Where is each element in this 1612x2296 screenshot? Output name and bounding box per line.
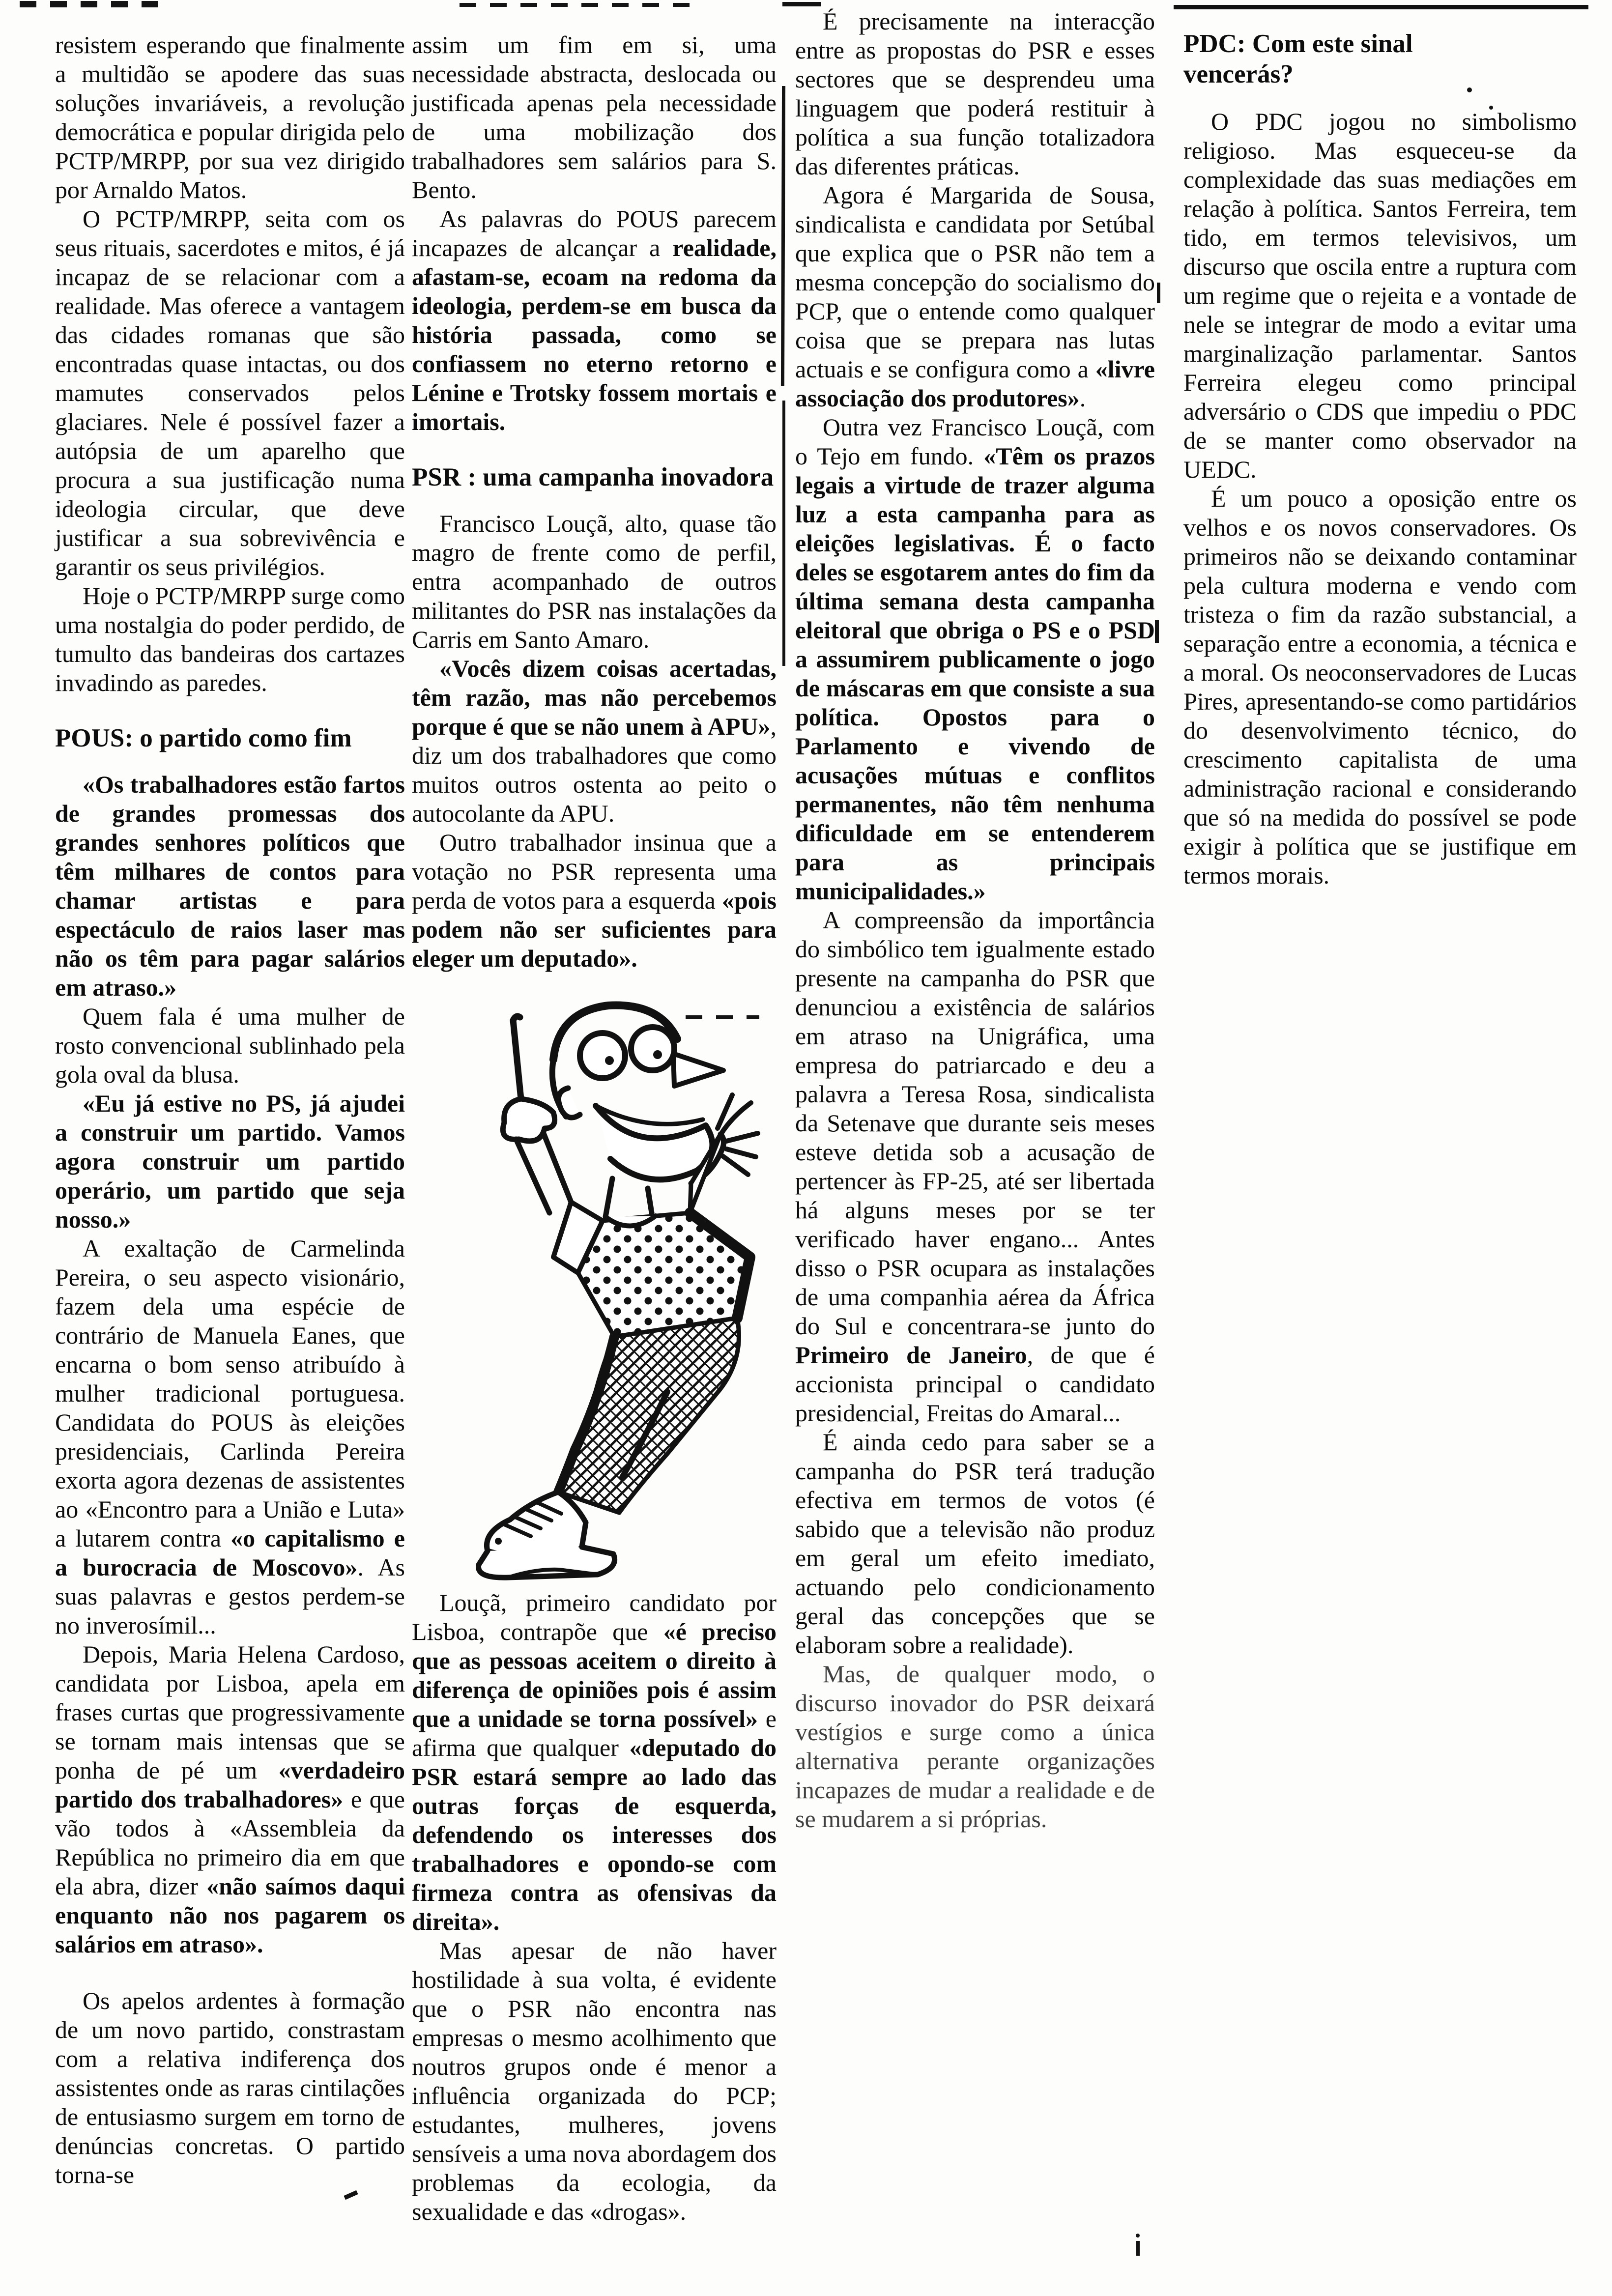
paragraph: «Vocês dizem coisas acertadas, têm razão, mas não percebemos porque é que se não unem à APU», diz um dos trabalhadores que como muitos outros ostenta ao peito o autocolante da APU. bbox=[412, 655, 777, 827]
paragraph: Mas, de qualquer modo, o discurso inovador do PSR deixará vestígios e surge como a única alternativa perante organizações incapazes de mudar a realidade e de se mudarem a si próprias. bbox=[795, 1660, 1155, 1833]
scan-artifact-bottom-right bbox=[1136, 2241, 1140, 2256]
section-heading-psr: PSR : uma campanha inovadora bbox=[412, 463, 774, 491]
paragraph: Hoje o PCTP/MRPP surge como uma nostalgia do poder perdido, de tumulto das bandeiras dos cartazes invadindo as paredes. bbox=[55, 582, 405, 696]
paragraph: Agora é Margarida de Sousa, sindicalista e candidata por Setúbal que explica que o PSR não tem a mesma concepção do socialismo do PCP, que o entende como qualquer coisa que se prepara nas lutas actuais e se configura como a «livre associação dos produtores». bbox=[795, 181, 1155, 412]
paragraph: resistem esperando que finalmente a multidão se apodere das suas soluções invariáveis, a revolução democrática e popular dirigida pelo PCTP/MRPP, por sua vez dirigido por Arnaldo Matos. bbox=[55, 31, 405, 203]
paragraph: Louçã, primeiro candidato por Lisboa, contrapõe que «é preciso que as pessoas aceitem o direito à diferença de opiniões pois é assim que a unidade se torna possível» e afirma que qualquer «deputado do PSR estará sempre ao lado das outras forças de esquerda, defendendo os interesses dos trabalhadores e opondo-se com firmeza contra as ofensivas da direita». bbox=[412, 1589, 777, 1935]
paragraph: O PDC jogou no simbolismo religioso. Mas esqueceu-se da complexidade das suas mediações em relação à política. Santos Ferreira, tem tido, em termos televisivos, um discurso que oscila entre a ruptura com um regime que o rejeita e a vontade de nele se integrar de modo a evitar uma marginalização parlamentar. Santos Ferreira elegeu como principal adversário o CDS que impediu o PDC de se manter como observador na UEDC. bbox=[1183, 108, 1577, 483]
column-1 bbox=[55, 30, 405, 2189]
scan-artifact-top-left bbox=[20, 1, 167, 7]
column-2 bbox=[412, 30, 777, 2226]
section-heading-pdc: PDC: Com este sinal vencerás? bbox=[1183, 29, 1413, 88]
paragraph: A exaltação de Carmelinda Pereira, o seu aspecto visionário, fazem dela uma espécie de contrário de Manuela Eanes, que encarna o bom senso atribuído à mulher tradicional portuguesa. Candidata do POUS às eleições presidenciais, Carlinda Pereira exorta agora dezenas de assistentes ao «Encontro para a União e Luta» a lutarem contra «o capitalismo e a burocracia de Moscovo». As suas palavras e gestos perdem-se no inverosímil... bbox=[55, 1234, 405, 1639]
scan-artifact-gutter-line bbox=[781, 86, 785, 386]
paragraph: O PCTP/MRPP, seita com os seus rituais, sacerdotes e mitos, é já incapaz de se relacionar com a realidade. Mas oferece a vantagem das cidades romanas que são encontradas quase intactas, ou dos mamutes conservados pelos glaciares. Nele é possível fazer a autópsia de um aparelho que procura a sua justificação numa ideologia circular, que deve justificar a sua sobrevivência e garantir os seus privilégios. bbox=[55, 205, 405, 580]
column-4 bbox=[1183, 29, 1577, 890]
scan-artifact-tick-2 bbox=[1155, 620, 1159, 643]
scan-artifact-col4-rule bbox=[1174, 5, 1588, 9]
paragraph: Outra vez Francisco Louçã, com o Tejo em fundo. «Têm os prazos legais a virtude de trazer alguma luz a esta campanha para as eleições legislativas. É o facto deles se esgotarem antes do fim da última semana desta campanha eleitoral que obriga o PS e o PSD a assumirem publicamente o jogo de máscaras em que consiste a sua política. Opostos para o Parlamento e vivendo de acusações mútuas e conflitos permanentes, não têm nenhuma dificuldade em se entenderem para as principais municipalidades.» bbox=[795, 413, 1155, 905]
paragraph: Depois, Maria Helena Cardoso, candidata por Lisboa, apela em frases curtas que progressivamente se tornam mais intensas que se ponha de pé um «verdadeiro partido dos trabalhadores» e que vão todos à «Assembleia da República no primeiro dia em que ela abra, dizer «não saímos daqui enquanto não nos pagarem os salários em atraso». bbox=[55, 1640, 405, 1958]
paragraph: É ainda cedo para saber se a campanha do PSR terá tradução efectiva em termos de votos (é sabido que a televisão não produz em geral um efeito imediato, actuando pelo condicionamento geral das concepções que se elaboram sobre a realidade). bbox=[795, 1428, 1155, 1659]
scan-artifact-top-col3 bbox=[782, 2, 821, 6]
paragraph: É precisamente na interacção entre as propostas do PSR e esses sectores que se desprendeu uma linguagem que poderá restituir à política a sua função totalizadora das diferentes práticas. bbox=[795, 7, 1155, 180]
scan-artifact-tick-1 bbox=[1157, 283, 1160, 303]
paragraph: Os apelos ardentes à formação de um novo partido, constrastam com a relativa indiferença dos assistentes onde as raras cintilações de entusiasmo surgem em torno de denúncias concretas. O partido torna-se bbox=[55, 1987, 405, 2188]
paragraph: As palavras do POUS parecem incapazes de alcançar a realidade, afastam-se, ecoam na redoma da ideologia, perdem-se em busca da história passada, como se confiassem no eterno retorno e Lénine e Trotsky fossem mortais e imortais. bbox=[412, 205, 777, 435]
paragraph: Outro trabalhador insinua que a votação no PSR representa uma perda de votos para a esquerda «pois podem não ser suficientes para eleger um deputado». bbox=[412, 829, 777, 972]
paragraph: «Eu já estive no PS, já ajudei a construir um partido. Vamos agora construir um partido operário, um partido que seja nosso.» bbox=[55, 1090, 405, 1233]
paragraph: assim um fim em si, uma necessidade abstracta, deslocada ou justificada apenas pela necessidade de uma mobilização dos trabalhadores sem salários para S. Bento. bbox=[412, 31, 777, 203]
paragraph: A compreensão da importância do simbólico tem igualmente estado presente na campanha do PSR que denunciou a existência de salários em atraso na Unigráfica, uma empresa do patriarcado e deu a palavra a Teresa Rosa, sindicalista da Setenave que durante seis meses esteve detida sob a acusação de pertencer às FP-25, até ser libertada há alguns meses por se ter verificado haver engano... Antes disso o PSR ocupara as instalações de uma companhia aérea da África do Sul e concentrara-se junto do Primeiro de Janeiro, de que é accionista principal o candidato presidencial, Freitas do Amaral... bbox=[795, 906, 1155, 1427]
paragraph: Mas apesar de não haver hostilidade à sua volta, é evidente que o PSR não encontra nas empresas o mesmo acolhimento que noutros grupos onde é menor a influência organizada do PCP; estudantes, mulheres, jovens sensíveis a uma nova abordagem dos problemas da ecologia, da sexualidade e das «drogas». bbox=[412, 1937, 777, 2225]
cartoon-illustration bbox=[457, 986, 762, 1580]
column-3 bbox=[795, 7, 1155, 1834]
paragraph: Quem fala é uma mulher de rosto convencional sublinhado pela gola oval da blusa. bbox=[55, 1003, 405, 1088]
section-heading-pous: POUS: o partido como fim bbox=[55, 724, 352, 752]
scan-artifact-top-mid bbox=[460, 3, 695, 7]
scan-artifact-gutter-line-2 bbox=[782, 401, 785, 666]
paragraph: Francisco Louçã, alto, quase tão magro de frente como de perfil, entra acompanhado de outros militantes do PSR nas instalações da Carris em Santo Amaro. bbox=[412, 510, 777, 653]
paragraph: «Os trabalhadores estão fartos de grandes promessas dos grandes senhores políticos que têm milhares de contos para chamar artistas e para espectáculo de raios laser mas não os têm para pagar salários em atraso.» bbox=[55, 771, 405, 1001]
scan-artifact-bottom-left bbox=[344, 2190, 358, 2200]
scan-artifact-bottom-right-dot bbox=[1136, 2234, 1140, 2238]
paragraph: É um pouco a oposição entre os velhos e os novos conservadores. Os primeiros não se deixando contaminar pela cultura moderna e vendo com tristeza o fim da razão substancial, a separação entre a economia, a técnica e a moral. Os neoconservadores de Lucas Pires, apresentando-se como partidários do desenvolvimento técnico, do crescimento capitalista de uma administração racional e considerando que só na medida do possível se pode exigir à política que se justifique em termos morais. bbox=[1183, 485, 1577, 889]
